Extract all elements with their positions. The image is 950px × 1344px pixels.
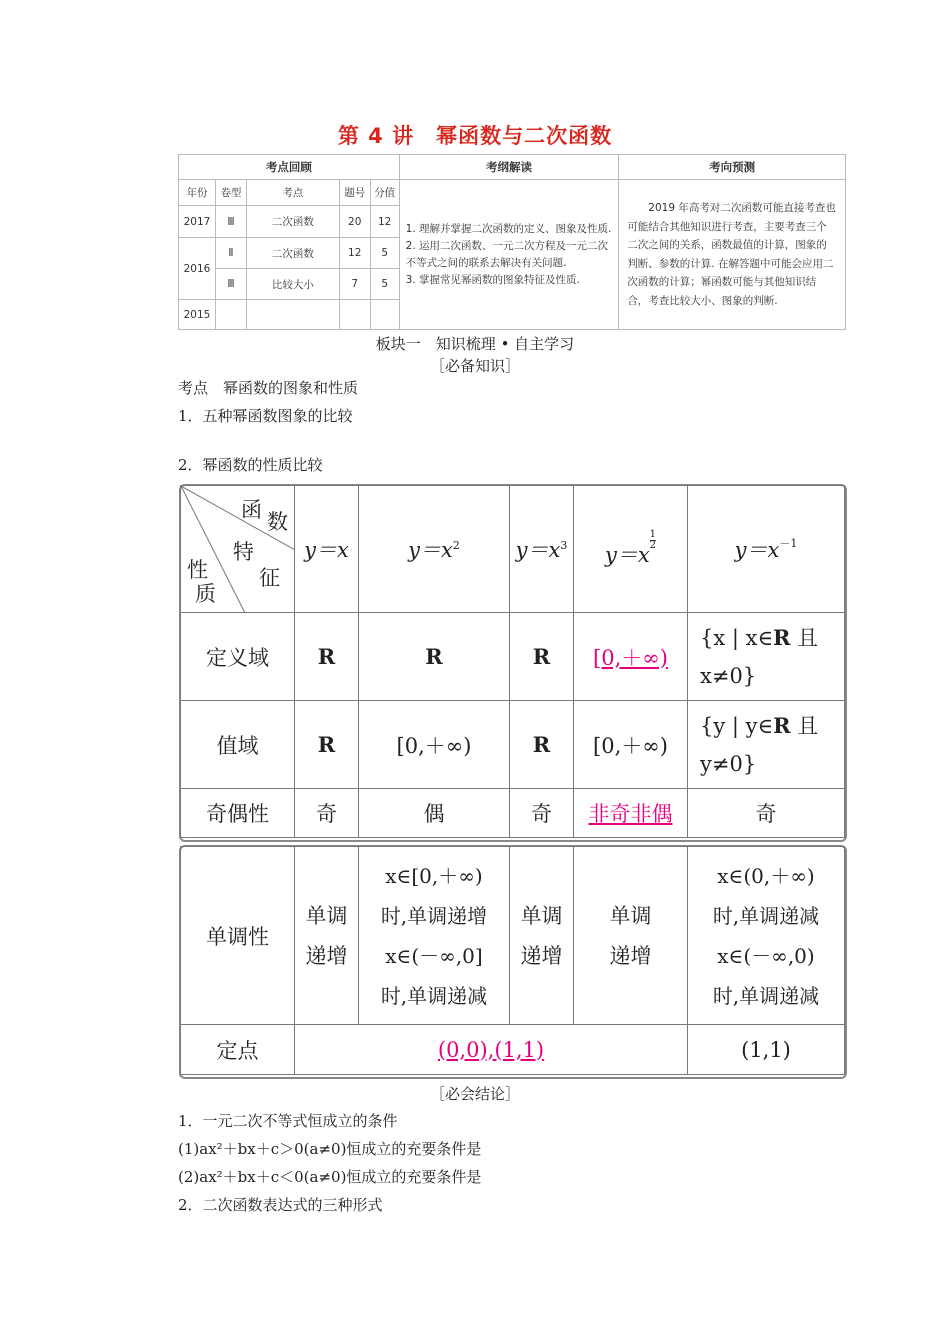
header-outline: 考纲解读 (399, 155, 619, 180)
conclusion-3: (2)ax²＋bx＋c＜0(a≠0)恒成立的充要条件是 (178, 1168, 482, 1186)
col-type: 卷型 (215, 180, 246, 206)
row-label: 定点 (181, 1025, 295, 1075)
conclusion-2: (1)ax²＋bx＋c＞0(a≠0)恒成立的充要条件是 (178, 1140, 482, 1158)
item-1: 1．五种幂函数图象的比较 (178, 407, 353, 425)
bracket-heading-2: ［必会结论］ (429, 1085, 520, 1103)
section-heading: 板块一 知识梳理 • 自主学习 (375, 335, 575, 353)
conclusion-1: 1．一元二次不等式恒成立的条件 (178, 1112, 398, 1130)
row-label: 单调性 (181, 847, 295, 1025)
col-year: 年份 (179, 180, 216, 206)
table-row: 2015 (179, 300, 846, 330)
outline-item: 2. 运用二次函数、一元二次方程及一元二次不等式之间的联系去解决有关问题. (405, 239, 609, 269)
prediction-text: 2019 年高考对二次函数可能直接考查也可能结合其他知识进行考查，主要考查三个二次之间的关系，函数最值的计算，图象的判断、参数的计算. 在解答题中可能会应用二次函数的计算；幂函数可能与其他知识结合，考查比较大小、图象的判断. (627, 202, 836, 307)
header-review: 考点回顾 (179, 155, 400, 180)
outline-item: 3. 掌握常见幂函数的图象特征及性质. (405, 273, 580, 286)
properties-table-2 (180, 846, 845, 1075)
table-row: 定点 (0,0),(1,1) (1,1) (181, 1025, 845, 1075)
kaodian-heading: 考点 幂函数的图象和性质 (178, 379, 359, 397)
table-row: 单调性 单调 递增 x∈[0,＋∞) 时,单调递增 x∈(－∞,0] 时,单调递减 单调 递增 单调 递增 x∈(0,＋∞) 时,单调递减 x∈(－∞,0) 时,单调递减 (181, 847, 845, 1025)
fn-header: $y=x^2$ (359, 486, 510, 613)
row-label: 奇偶性 (181, 789, 295, 838)
row-label: 值域 (181, 701, 295, 789)
table-row: Ⅲ 比较大小 7 5 (179, 269, 846, 300)
conclusion-4: 2．二次函数表达式的三种形式 (178, 1196, 383, 1214)
header-prediction: 考向预测 (619, 155, 846, 180)
corner-header: 函 数 特 征 性 质 (181, 486, 295, 613)
fn-header: $y=x^{-1}$ (688, 486, 845, 613)
fn-header: y＝x $^{\frac{1}{2}}$ (574, 486, 688, 613)
properties-table-1 (180, 485, 845, 838)
outline-cell (399, 180, 619, 330)
col-num: 题号 (339, 180, 370, 206)
outline-item: 1. 理解并掌握二次函数的定义、图象及性质. (405, 222, 612, 235)
prediction-cell (619, 180, 846, 330)
bracket-heading: ［必备知识］ (429, 357, 520, 375)
row-label: 定义域 (181, 613, 295, 701)
table-row: 值域 R [0,＋∞) R [0,＋∞) {y | y∈R 且 y≠0} (181, 701, 845, 789)
col-score: 分值 (370, 180, 399, 206)
fn-header: $y=x^3$ (510, 486, 574, 613)
table-row: 定义域 R R R [0,＋∞) {x | x∈R 且 x≠0} (181, 613, 845, 701)
item-2: 2．幂函数的性质比较 (178, 456, 323, 474)
table-row: 2017 Ⅲ 二次函数 20 12 (179, 206, 846, 238)
col-topic: 考点 (246, 180, 339, 206)
fn-header: y＝x (295, 486, 359, 613)
table-row: 2016 Ⅱ 二次函数 12 5 (179, 238, 846, 269)
page-title: 第 4 讲 幂函数与二次函数 (337, 124, 613, 148)
summary-table (178, 154, 846, 330)
table-row: 奇偶性 奇 偶 奇 非奇非偶 奇 (181, 789, 845, 838)
